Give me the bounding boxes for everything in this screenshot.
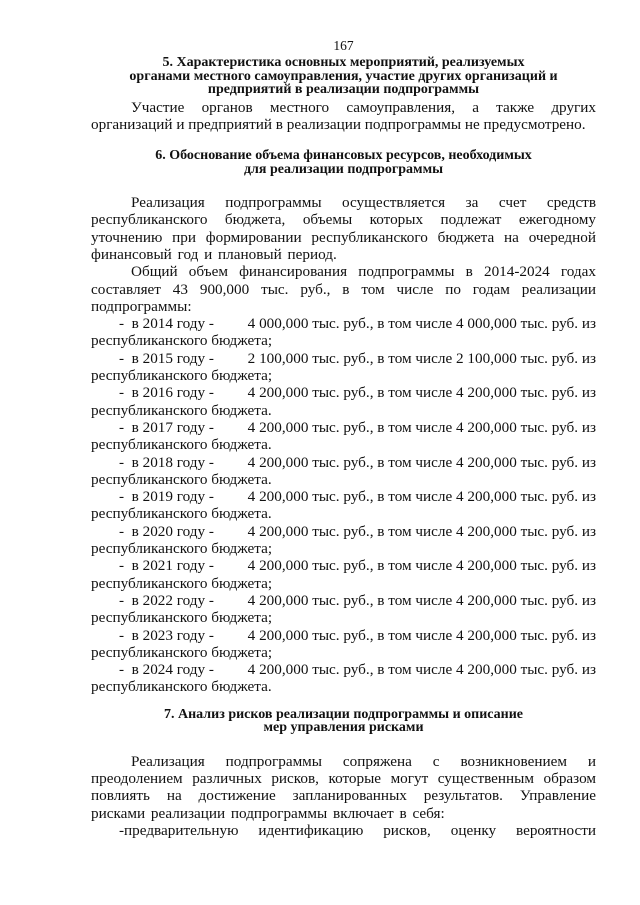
section-7 (91, 708, 596, 839)
funding-item: - в 2017 году - 4 200,000 тыс. руб., в том числе 4 200,000 тыс. руб. из республиканского бюджета. (91, 418, 596, 454)
funding-item: - в 2024 году - 4 200,000 тыс. руб., в том числе 4 200,000 тыс. руб. из республиканского бюджета. (91, 661, 596, 696)
funding-item: - в 2022 году - 4 200,000 тыс. руб., в том числе 4 200,000 тыс. руб. из республиканского бюджета; (91, 591, 596, 627)
section-7-paragraph-1: Реализация подпрограммы сопряжена с возникновением и преодолением различных рисков, которые могут существенным образом повлиять на достижение запланированных результатов. Управление рисками реализации подпрограммы включает в себя: (91, 752, 596, 822)
funding-item: - в 2021 году - 4 200,000 тыс. руб., в том числе 4 200,000 тыс. руб. из республиканского бюджета; (91, 557, 596, 592)
funding-item: - в 2023 году - 4 200,000 тыс. руб., в том числе 4 200,000 тыс. руб. из республиканского бюджета; (91, 626, 596, 661)
funding-item: - в 2016 году - 4 200,000 тыс. руб., в том числе 4 200,000 тыс. руб. из республиканского бюджета. (91, 384, 596, 419)
funding-item: - в 2019 году - 4 200,000 тыс. руб., в том числе 4 200,000 тыс. руб. из республиканского бюджета. (91, 488, 596, 523)
page-number: 167 (333, 38, 354, 53)
section-6 (91, 149, 596, 696)
section-7-heading: 7. Анализ рисков реализации подпрограммы и описание мер управления рисками (163, 706, 524, 736)
document-page (91, 38, 596, 839)
risk-bullet-line: -предварительную идентификацию рисков, оценку вероятности (119, 821, 596, 839)
funding-item: - в 2015 году - 2 100,000 тыс. руб., в том числе 2 100,000 тыс. руб. из республиканского бюджета; (91, 349, 596, 385)
section-6-paragraph-1: Реализация подпрограммы осуществляется за счет средств республиканского бюджета, объемы которых подлежат ежегодному уточнению при формировании республиканского бюджета на очередной финансовый год и плановый период. (91, 194, 596, 263)
funding-item: - в 2014 году - 4 000,000 тыс. руб., в том числе 4 000,000 тыс. руб. из республиканского бюджета; (91, 315, 596, 350)
funding-item: - в 2018 году - 4 200,000 тыс. руб., в том числе 4 200,000 тыс. руб. из республиканского бюджета. (91, 453, 596, 488)
section-6-heading: 6. Обоснование объема финансовых ресурсов, необходимых для реализации подпрограммы (155, 148, 532, 177)
section-5 (91, 56, 596, 133)
funding-item: - в 2020 году - 4 200,000 тыс. руб., в том числе 4 200,000 тыс. руб. из республиканского бюджета; (91, 522, 596, 558)
section-5-heading: 5. Характеристика основных мероприятий, реализуемых органами местного самоуправления, участие других организаций и предприятий в реализации подпрограммы (129, 55, 558, 97)
funding-list (91, 315, 596, 696)
section-6-paragraph-2: Общий объем финансирования подпрограммы в 2014-2024 годах составляет 43 900,000 тыс. руб., в том числе по годам реализации подпрограммы: (91, 263, 596, 315)
section-5-text: Участие органов местного самоуправления, а также других организаций и предприятий в реализации подпрограммы не предусмотрено. (91, 98, 596, 133)
